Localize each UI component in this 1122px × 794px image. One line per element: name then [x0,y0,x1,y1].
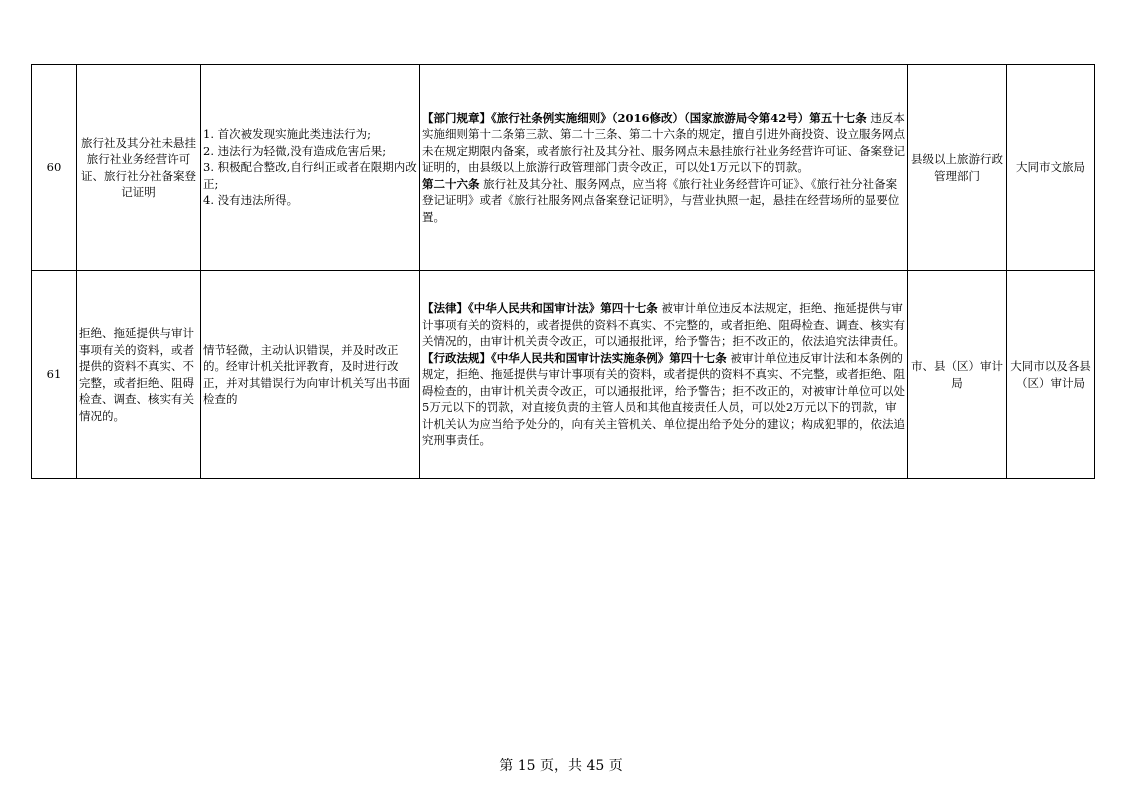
page-footer: 第 15 页，共 45 页 [499,758,623,774]
responsible-department: 大同市以及各县（区）审计局 [1007,271,1095,479]
row-number: 60 [32,65,77,271]
basis-paragraph [422,176,905,226]
basis-heading: 第二十六条 [422,176,480,191]
basis-text: 被审计单位违反审计法和本条例的规定，拒绝、拖延提供与审计事项有关的资料，或者提供的资料不真实、不完整，或者拒绝、阻碍检查的，由审计机关责令改正，可以通报批评，给予警告；拒不改正的，对被审计单位可以处5万元以下的罚款，对直接负责的主管人员和其他直接责任人员，可以处2万元以下的罚款，审计机关认为应当给予处分的，向有关主管机关、单位提出给予处分的建议；构成犯罪的，依法追究刑事责任。 [422,350,905,448]
condition-line: 3. 积极配合整改,自行纠正或者在限期内改正; [203,160,417,191]
basis-paragraph [422,110,905,176]
condition-line: 2. 违法行为轻微,没有造成危害后果; [203,143,387,158]
basis-text: 旅行社及其分社、服务网点，应当将《旅行社业务经营许可证》、《旅行社分社备案登记证明》或者《旅行社服务网点备案登记证明》，与营业执照一起，悬挂在经营场所的显要位置。 [422,176,900,224]
basis-paragraph [422,300,905,350]
table-row [32,271,1095,479]
violation-behavior: 旅行社及其分社未悬挂旅行社业务经营许可证、旅行社分社备案登记证明 [77,65,201,271]
row-number: 61 [32,271,77,479]
condition-line: 4. 没有违法所得。 [203,193,299,208]
basis-text: 违反本实施细则第十二条第三款、第二十三条、第二十六条的规定，擅自引进外商投资、设立服务网点未在规定期限内备案，或者旅行社及其分社、服务网点未悬挂旅行社业务经营许可证、备案登记证明的，由县级以上旅游行政管理部门责令改正，可以处1万元以下的罚款。 [422,110,905,175]
penalty-table [31,64,1095,479]
exemption-conditions [201,271,420,479]
responsible-department: 大同市文旅局 [1007,65,1095,271]
condition-line: 1. 首次被发现实施此类违法行为; [203,127,372,142]
violation-behavior: 拒绝、拖延提供与审计事项有关的资料，或者提供的资料不真实、不完整，或者拒绝、阻碍检查、调查、核实有关情况的。 [77,271,201,479]
basis-heading: 【行政法规】《中华人民共和国审计法实施条例》第四十七条 [422,350,727,365]
legal-basis [420,65,908,271]
basis-heading: 【法律】《中华人民共和国审计法》第四十七条 [422,301,658,316]
enforcement-authority: 市、县（区）审计局 [908,271,1007,479]
basis-paragraph [422,350,905,449]
basis-text: 被审计单位违反本法规定，拒绝、拖延提供与审计事项有关的资料的，或者提供的资料不真实、不完整的，或者拒绝、阻碍检查、调查、核实有关情况的，由审计机关责令改正，可以通报批评，给予警告；拒不改正的，依法追究法律责任。 [422,301,905,349]
enforcement-authority: 县级以上旅游行政管理部门 [908,65,1007,271]
condition-line: 情节轻微，主动认识错误，并及时改正的。经审计机关批评教育，及时进行改正，并对其错误行为向审计机关写出书面检查的 [203,342,410,406]
legal-basis [420,271,908,479]
exemption-conditions [201,65,420,271]
basis-heading: 【部门规章】《旅行社条例实施细则》（2016修改）（国家旅游局令第42号）第五十七条 [422,110,867,125]
table-row [32,65,1095,271]
